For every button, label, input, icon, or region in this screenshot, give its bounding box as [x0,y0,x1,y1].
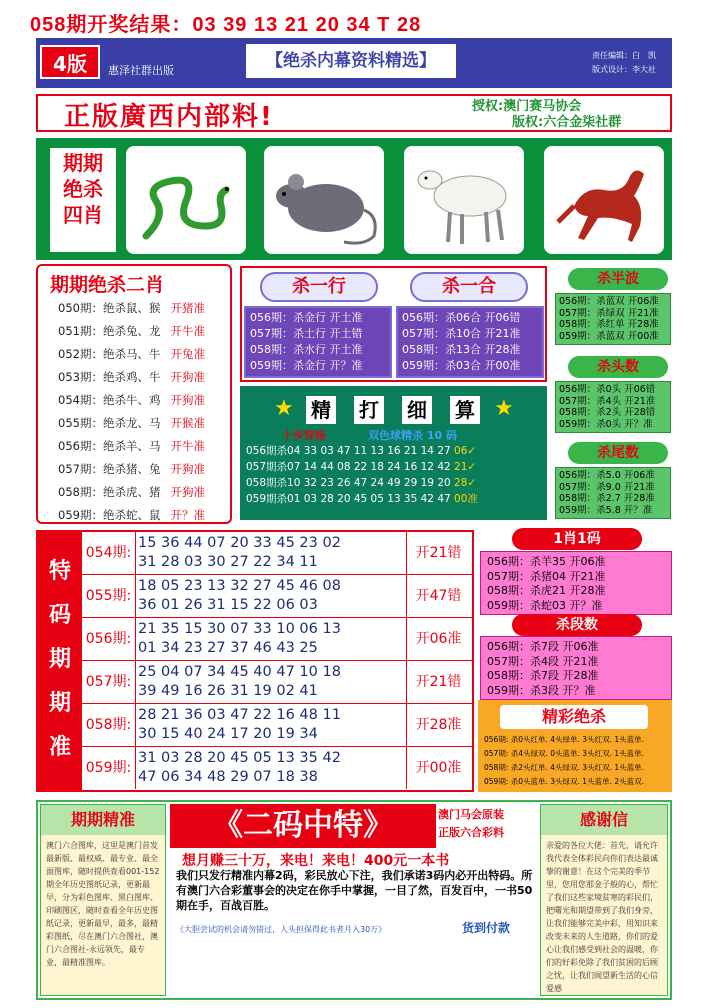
list-item: 058期：杀虎21 开28准 [487,584,606,597]
kill-numbers: 059期杀01 03 28 20 45 05 13 35 42 47 [246,493,451,505]
list-item: 059期：杀3段 开？准 [487,683,596,697]
list-item: 056期：杀5.0 开06准 [559,470,655,481]
tail-number-title: 杀尾数 [568,442,668,464]
snake-image [126,146,246,254]
fine-row [246,491,478,506]
result: 开00准 [406,747,470,789]
period: 056期： [58,439,103,453]
two-code-side [438,806,538,842]
zodiac-label [50,148,116,252]
editor-credit: 责任编辑：白 凯 [592,51,656,60]
period: 059期： [58,508,103,522]
kill-value: 绝杀牛、鸡 [102,393,161,407]
number-group [138,620,406,658]
table-row [82,532,472,575]
promise-text: 我们只发行精准内幕2码，彩民放心下注，我们承诺3码内必开出特码。所有澳门六合彩董事会的决定在你手中掌握，一目了然，百发百中，一书50期在手，百战百胜。 [176,869,533,912]
result: 开21错 [406,661,470,703]
list-item: 056期：杀06合 开06错 [402,311,521,324]
fine-row [246,459,476,474]
result: 21✓ [454,461,477,473]
result: 开猴准 [170,416,205,430]
half-wave-list [555,293,671,345]
edition-badge: 4版 [40,45,100,79]
special-code-label [38,532,82,790]
kill-two-row [58,346,205,362]
label-char: 期 [48,647,71,672]
copyright-text: 版权:六合金柒社群 [512,115,622,130]
bottom-note: 《大胆尝试的机会请勿错过，人头担保得此书者月入30万》 [176,925,387,934]
kill-value: 绝杀虎、猪 [102,485,161,499]
kill-value: 绝杀鼠、猴 [102,301,161,315]
numbers-line: 28 21 36 03 47 22 16 48 11 [138,707,341,723]
zodiac-label-line: 四肖 [63,203,103,227]
banner-title: 正版廣西内部料! [64,102,274,132]
numbers-line: 47 06 34 48 29 07 18 38 [138,769,318,785]
list-item: 057期: 杀4头绿双. 0头蓝单. 3头红双. 1头蓝单. [484,749,645,758]
list-item: 058期：杀13合 开28准 [402,343,521,356]
fine-title-char: 细 [402,396,432,424]
result: 开21错 [406,532,470,574]
number-group [138,663,406,701]
one-zodiac-one-code-title: 1肖1码 [512,528,642,550]
list-item: 056期: 杀0头红单. 4头绿单. 3头红双. 1头蓝单. [484,735,645,744]
left-info-text: 澳门六合图库，这里是澳门首发最新版、最权威、最专业、最全面图库，随时提供查看001-152期全年历史图纸记录，更新最早，分为彩色图库、黑白图库、印刷图区，随时查看全年历史图纸记录，更新最早，最多，最精彩图纸，尽在澳门六合图社，澳门六合图社-永远领先，最专业，最精准图库。 [46,841,160,967]
result: 开兔准 [170,347,205,361]
kill-value: 绝杀马、牛 [102,347,161,361]
period: 054期: [82,532,136,574]
numbers-line: 18 05 23 13 32 27 45 46 08 [138,578,341,594]
sheep-image [404,146,524,254]
segment-title: 杀段数 [512,614,642,636]
list-item: 058期：杀2.7 开28准 [559,493,655,504]
publisher-name: 惠泽社群出版 [108,64,174,77]
right-info-column [540,804,668,996]
numbers-line: 39 49 16 26 31 19 02 41 [138,683,318,699]
kill-two-row [58,323,205,339]
result: 开牛准 [170,324,205,338]
list-item: 056期：杀7段 开06准 [487,640,599,653]
list-item: 057期：杀绿双 开21准 [559,307,659,319]
left-info-title: 期期精准 [41,805,165,835]
period: 052期： [58,347,103,361]
fine-title-char: 打 [354,396,384,424]
numbers-line: 01 34 23 27 37 46 43 25 [138,640,318,656]
list-item: 059期：杀0头 开？准 [559,418,653,430]
star-icon: ★ [274,396,294,421]
period: 057期: [82,661,136,703]
table-row [82,661,472,704]
thank-you-text: 亲爱的各位大佬：首先，请允许我代表全体彩民向你们表达最诚挚的谢意！在这个完美的季节里，您用您那金子般的心，帮忙了我们这些家境贫寒的彩民们，把曙光和期望带到了我们身旁，让我们能够完美中彩，用知识来改变未来的人生道路，你们的爱心让我们感受到社会的温暖，你们的好彩免除了我们贫困的后顾之忧，让我们闹望新生活的心信爱感 [546,841,658,993]
table-row [82,618,472,661]
numbers-line: 30 15 40 24 17 20 19 34 [138,726,318,742]
result: 开狗准 [170,370,205,384]
list-item: 059期：杀03合 开00准 [402,359,521,372]
list-item: 059期: 杀0头蓝单. 3头绿双. 1头蓝单. 2头蓝双. [484,777,645,786]
list-item: 058期：杀7段 开28准 [487,669,599,682]
label-char: 期 [48,691,71,716]
number-group [138,534,406,572]
highlight-kill-title: 精彩绝杀 [500,705,648,729]
horse-image [544,146,664,254]
kill-numbers: 057期杀07 14 44 08 22 18 24 16 12 42 [246,461,451,473]
table-row [82,747,472,790]
side-line: 澳门马会原装 [438,808,504,821]
list-item: 059期：杀金行 开？准 [250,359,363,372]
kill-two-row [58,392,205,408]
period: 053期： [58,370,103,384]
list-item: 059期：杀蓝双 开00准 [559,330,659,342]
list-item: 057期：杀猪04 开21准 [487,569,606,583]
result: 开06准 [406,618,470,660]
result: 开？准 [170,508,205,522]
header-title: 【绝杀内幕资料精选】 [246,44,456,78]
kill-two-row [58,415,205,431]
list-item: 057期：杀4段 开21准 [487,654,599,668]
fine-subtitle-2: 双色球精杀 10 码 [368,429,457,442]
result: 开狗准 [170,462,205,476]
list-item: 059期：杀5.8 开？准 [559,504,653,516]
fine-subtitle-1: 十步穿杨 [282,429,326,442]
kill-numbers: 058期杀10 32 23 26 47 24 49 29 19 20 [246,477,451,489]
label-char: 码 [48,603,71,628]
kill-two-row [58,438,205,454]
designer-credit: 版式设计：李大社 [592,65,656,74]
tail-number-list [555,467,671,519]
list-item: 057期：杀9.0 开21准 [559,481,655,493]
zodiac-label-line: 绝杀 [63,177,103,201]
period: 057期： [58,462,103,476]
table-row [82,704,472,747]
kill-value: 绝杀龙、马 [102,416,161,430]
kill-value: 绝杀猪、兔 [102,462,161,476]
period: 050期： [58,301,103,315]
result: 00准 [454,493,478,505]
numbers-line: 21 35 15 30 07 33 10 06 13 [138,621,341,637]
thank-you-title: 感谢信 [541,805,667,835]
list-item: 058期：杀2头 开28错 [559,407,656,418]
fine-row [246,443,476,458]
result: 开猪准 [170,301,205,315]
table-row [82,575,472,618]
cash-on-delivery: 货到付款 [462,921,511,935]
list-item: 059期：杀蛇03 开？准 [487,598,603,612]
fine-title-char: 精 [306,396,336,424]
list-item: 058期: 杀2头红单. 4头绿双. 3头红双. 1头蓝单. [484,763,645,772]
result: 开狗准 [170,485,205,499]
numbers-line: 15 36 44 07 20 33 45 23 02 [138,535,341,551]
kill-he-title: 杀一合 [410,272,528,302]
one-zodiac-one-code-list [480,551,672,615]
kill-two-row [58,484,205,500]
result: 28✓ [454,477,477,489]
two-code-title: 《二码中特》 [170,804,436,848]
segment-list [480,636,672,700]
numbers-line: 31 28 03 30 27 22 34 11 [138,554,318,570]
offer-text: 想月赚三十万，来电！来电！400元一本书 [182,853,450,869]
head-number-title: 杀头数 [568,356,668,378]
kill-value: 绝杀蛇、鼠 [102,508,161,522]
kill-two-row [58,461,205,477]
kill-two-row [58,369,205,385]
period: 058期: [82,704,136,746]
period: 059期: [82,747,136,789]
kill-two-row [58,300,205,316]
period: 051期： [58,324,103,338]
kill-value: 绝杀羊、马 [102,439,161,453]
result: 06✓ [454,445,477,457]
list-item: 056期：杀羊35 开06准 [487,555,606,568]
numbers-line: 31 03 28 20 45 05 13 35 42 [138,750,341,766]
period: 056期: [82,618,136,660]
list-item: 056期：杀蓝双 开06准 [559,296,659,307]
list-item: 056期：杀金行 开土准 [250,311,363,324]
kill-he-list [396,306,544,378]
zodiac-label-line: 期期 [63,151,103,175]
kill-two-zodiac-title: 期期绝杀二肖 [50,274,165,296]
numbers-line: 25 04 07 34 45 40 47 10 18 [138,664,341,680]
half-wave-title: 杀半波 [568,268,668,290]
kill-row-title: 杀一行 [260,272,378,302]
kill-value: 绝杀鸡、牛 [102,370,161,384]
star-icon: ★ [494,396,514,421]
number-group [138,706,406,744]
period: 054期： [58,393,103,407]
result: 开狗准 [170,393,205,407]
label-char: 准 [48,735,71,760]
kill-two-row [58,507,205,523]
fine-title-char: 算 [450,396,480,424]
rat-image [264,146,384,254]
period: 055期: [82,575,136,617]
label-char: 特 [48,559,71,584]
list-item: 057期：杀土行 开土错 [250,327,363,340]
period: 055期： [58,416,103,430]
list-item: 056期：杀0头 开06错 [559,384,656,395]
kill-value: 绝杀兔、龙 [102,324,161,338]
result: 开47错 [406,575,470,617]
authorization-text: 授权:澳门赛马协会 [472,99,582,114]
result: 开牛准 [170,439,205,453]
list-item: 057期：杀4头 开21准 [559,395,656,407]
draw-result-headline: 058期开奖结果：03 39 13 21 20 34 T 28 [30,14,422,36]
list-item: 058期：杀红单 开28准 [559,319,659,330]
list-item: 057期：杀10合 开21准 [402,327,521,340]
fine-row [246,475,476,490]
result: 开28准 [406,704,470,746]
kill-numbers: 056期杀04 33 03 47 11 13 16 21 14 27 [246,445,451,457]
head-number-list [555,381,671,433]
number-group [138,749,406,787]
left-info-column [40,804,166,996]
numbers-line: 36 01 26 31 15 22 06 03 [138,597,318,613]
kill-row-list [244,306,392,378]
list-item: 058期：杀水行 开土准 [250,343,363,356]
number-group [138,577,406,615]
side-line: 正版六合彩料 [438,826,504,839]
period: 058期： [58,485,103,499]
